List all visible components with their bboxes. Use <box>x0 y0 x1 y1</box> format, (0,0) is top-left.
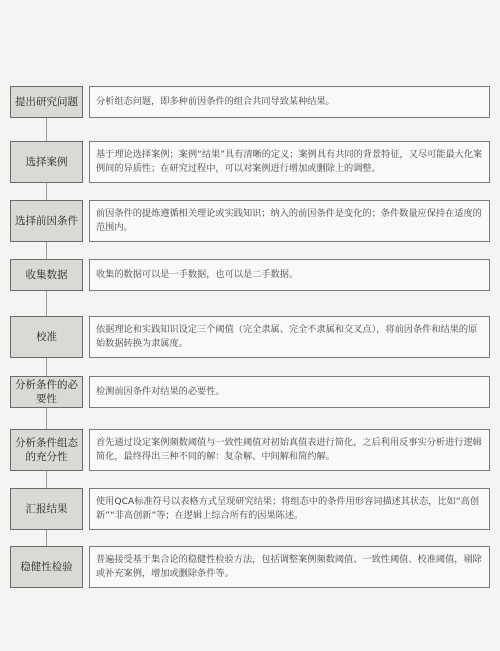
step-label: 选择案例 <box>10 141 83 183</box>
step-data-collection <box>10 259 490 291</box>
connector-line <box>46 242 47 259</box>
connector-line <box>46 118 47 141</box>
step-label: 分析条件组态的充分性 <box>10 429 83 471</box>
step-label: 稳健性检验 <box>10 546 83 588</box>
step-sufficiency-analysis <box>10 429 490 471</box>
step-label: 汇报结果 <box>10 488 83 530</box>
connector-line <box>46 471 47 488</box>
connector-line <box>46 408 47 429</box>
step-calibration <box>10 316 490 358</box>
step-description: 基于理论选择案例；案例“结果”具有清晰的定义；案例具有共同的背景特征，又尽可能最大化案例间的异质性；在研究过程中，可以对案例进行增加或删除上的调整。 <box>89 141 490 183</box>
step-research-question <box>10 86 490 118</box>
step-description: 使用QCA标准符号以表格方式呈现研究结果；将组态中的条件用形容词描述其状态，比如“高创新”“非高创新”等；在逻辑上综合所有的因果陈述。 <box>89 488 490 530</box>
step-description: 依据理论和实践知识设定三个阈值（完全隶属、完全不隶属和交叉点），将前因条件和结果的原始数据转换为隶属度。 <box>89 316 490 358</box>
step-condition-selection <box>10 200 490 242</box>
step-description: 收集的数据可以是一手数据，也可以是二手数据。 <box>89 259 490 291</box>
step-label: 校准 <box>10 316 83 358</box>
step-description: 前因条件的提炼遵循相关理论或实践知识；纳入的前因条件是变化的；条件数量应保持在适度的范围内。 <box>89 200 490 242</box>
step-description: 检测前因条件对结果的必要性。 <box>89 376 490 408</box>
connector-line <box>46 530 47 546</box>
step-description: 分析组态问题，即多种前因条件的组合共同导致某种结果。 <box>89 86 490 118</box>
step-label: 选择前因条件 <box>10 200 83 242</box>
connector-line <box>46 183 47 200</box>
step-label: 收集数据 <box>10 259 83 291</box>
connector-line <box>46 358 47 376</box>
step-necessity-analysis <box>10 376 490 408</box>
step-label: 分析条件的必要性 <box>10 376 83 408</box>
step-case-selection <box>10 141 490 183</box>
step-description: 首先通过设定案例频数阈值与一致性阈值对初始真值表进行简化，之后利用反事实分析进行逻辑简化，最终得出三种不同的解：复杂解、中间解和简约解。 <box>89 429 490 471</box>
connector-line <box>46 291 47 316</box>
step-label: 提出研究问题 <box>10 86 83 118</box>
step-description: 普遍接受基于集合论的稳健性检验方法，包括调整案例频数阈值、一致性阈值、校准阈值，剔除或补充案例，增加或删除条件等。 <box>89 546 490 588</box>
step-robustness-test <box>10 546 490 588</box>
step-report-results <box>10 488 490 530</box>
